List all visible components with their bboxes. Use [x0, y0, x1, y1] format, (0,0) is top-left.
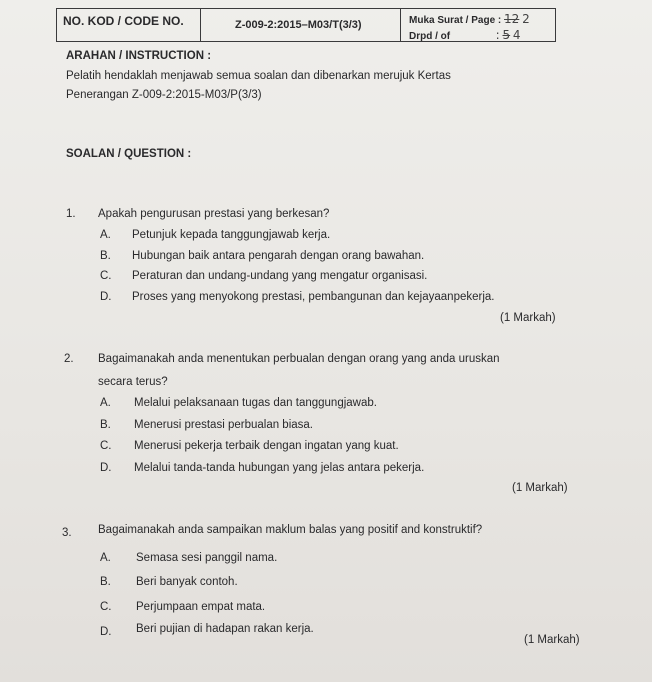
- q3-text: Bagaimanakah anda sampaikan maklum balas yang positif and konstruktif?: [98, 524, 483, 536]
- instruction-line1: Pelatih hendaklah menjawab semua soalan dan dibenarkan merujuk Kertas: [66, 70, 451, 82]
- q2-option-a-letter: A.: [100, 397, 111, 409]
- q1-option-c-text: Peraturan dan undang-undang yang mengatur organisasi.: [132, 270, 428, 282]
- q2-text: Bagaimanakah anda menentukan perbualan dengan orang yang anda uruskan: [98, 353, 500, 365]
- q3-option-a-text: Semasa sesi panggil nama.: [136, 552, 278, 564]
- q2-text-cont: secara terus?: [98, 376, 168, 388]
- q2-option-a-text: Melalui pelaksanaan tugas dan tanggungjawab.: [134, 397, 377, 409]
- q3-option-d-text: Beri pujian di hadapan rakan kerja.: [136, 623, 314, 635]
- q2-option-c-letter: C.: [100, 440, 112, 452]
- q2-option-c-text: Menerusi pekerja terbaik dengan ingatan yang kuat.: [134, 440, 399, 452]
- page-old: 12: [504, 12, 520, 26]
- q2-number: 2.: [64, 353, 74, 365]
- page-info: Muka Surat / Page : 12 2 Drpd / of : 5 4: [409, 12, 530, 42]
- q3-option-b-text: Beri banyak contoh.: [136, 576, 238, 588]
- q2-option-d-letter: D.: [100, 462, 112, 474]
- q3-marks: (1 Markah): [524, 634, 580, 646]
- instruction-line2: Penerangan Z-009-2:2015-M03/P(3/3): [66, 89, 262, 101]
- of-label: Drpd / of: [409, 31, 451, 42]
- code-value: Z-009-2:2015–M03/T(3/3): [201, 9, 401, 41]
- q1-marks: (1 Markah): [500, 312, 556, 324]
- of-new: 4: [512, 28, 521, 42]
- q1-number: 1.: [66, 208, 76, 220]
- q2-option-b-text: Menerusi prestasi perbualan biasa.: [134, 419, 313, 431]
- q3-option-b-letter: B.: [100, 576, 111, 588]
- page-new: 2: [522, 12, 530, 26]
- q1-option-b-text: Hubungan baik antara pengarah dengan orang bawahan.: [132, 250, 425, 262]
- q1-option-a-text: Petunjuk kepada tanggungjawab kerja.: [132, 229, 331, 241]
- q1-text: Apakah pengurusan prestasi yang berkesan?: [98, 208, 330, 220]
- q3-option-d-letter: D.: [100, 626, 112, 638]
- of-old: 5: [502, 28, 511, 42]
- q1-option-a-letter: A.: [100, 229, 111, 241]
- q1-option-d-text: Proses yang menyokong prestasi, pembangunan dan kejayaanpekerja.: [132, 291, 495, 303]
- page-label: Muka Surat / Page :: [409, 15, 502, 26]
- q3-number: 3.: [62, 527, 72, 539]
- header-table: [56, 8, 556, 42]
- q3-option-a-letter: A.: [100, 552, 111, 564]
- question-heading: SOALAN / QUESTION :: [66, 148, 192, 160]
- q1-option-d-letter: D.: [100, 291, 112, 303]
- instruction-heading: ARAHAN / INSTRUCTION :: [66, 50, 212, 62]
- q2-marks: (1 Markah): [512, 482, 568, 494]
- q2-option-d-text: Melalui tanda-tanda hubungan yang jelas antara pekerja.: [134, 462, 425, 474]
- code-label: NO. KOD / CODE NO.: [57, 9, 201, 41]
- q1-option-b-letter: B.: [100, 250, 111, 262]
- q2-option-b-letter: B.: [100, 419, 111, 431]
- q1-option-c-letter: C.: [100, 270, 112, 282]
- q3-option-c-text: Perjumpaan empat mata.: [136, 601, 266, 613]
- q3-option-c-letter: C.: [100, 601, 112, 613]
